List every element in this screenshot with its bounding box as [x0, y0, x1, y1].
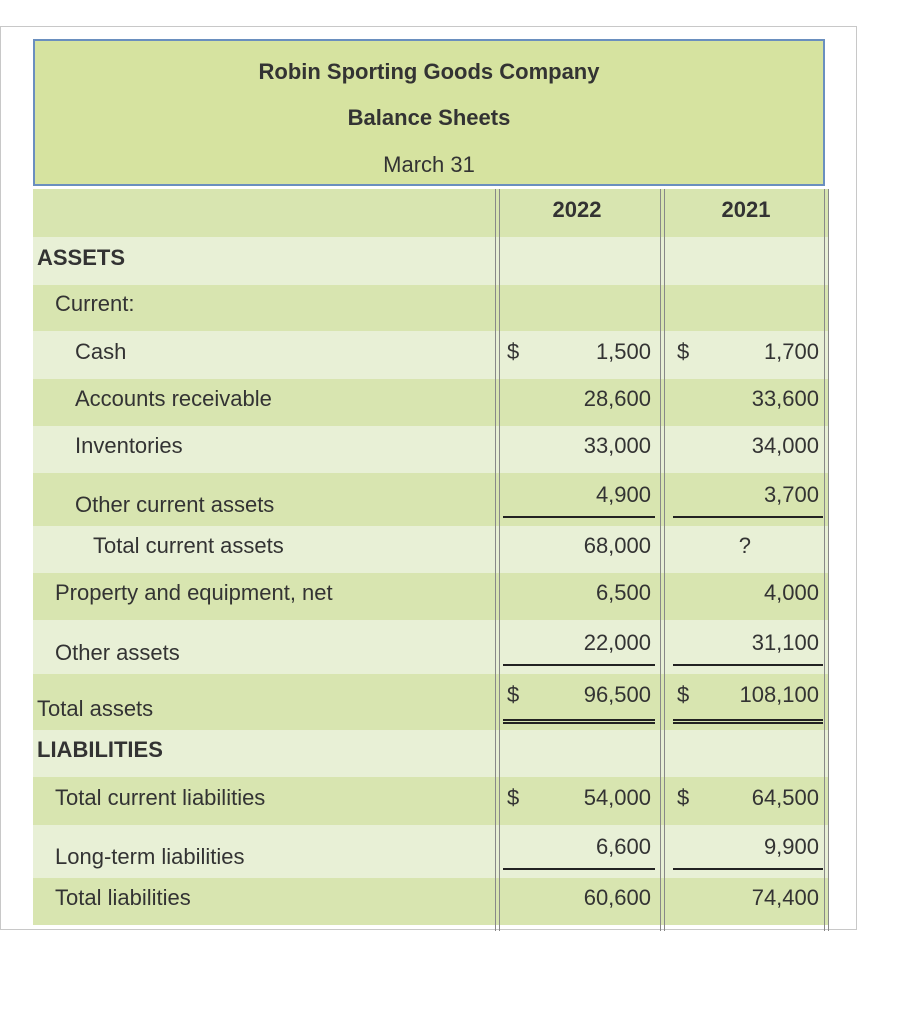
subtotal-rule: [503, 868, 655, 870]
ltl-2021-value: 9,900: [763, 834, 819, 859]
year-col-1: [497, 189, 657, 237]
other-assets-label: Other assets: [55, 640, 180, 665]
oa-2022-cell: [497, 620, 657, 674]
tcl-2021-value: 64,500: [751, 785, 819, 810]
subtotal-rule: [673, 664, 823, 666]
other-assets-row: [33, 620, 829, 674]
currency-symbol: $: [507, 339, 520, 364]
subtotal-rule: [503, 516, 655, 518]
oca-2022-value: 4,900: [595, 482, 651, 507]
inventories-2022-value: 33,000: [583, 433, 651, 458]
ltl-2022-value: 6,600: [595, 834, 651, 859]
statement-title: Balance Sheets: [347, 105, 511, 130]
ar-2021-value: 33,600: [751, 386, 819, 411]
tl-2021-value: 74,400: [751, 885, 819, 910]
statement-date: March 31: [383, 152, 475, 177]
tca-2022-cell: [497, 526, 657, 573]
current-heading-row: [33, 285, 829, 331]
ppe-2021-cell: [667, 573, 825, 620]
liabilities-heading-row: [33, 730, 829, 777]
cash-2021-cell: [667, 331, 825, 379]
ta-2021-cell: [667, 674, 825, 730]
oca-2021-value: 3,700: [763, 482, 819, 507]
total-current-assets-row: [33, 526, 829, 573]
column-separator: [495, 189, 500, 931]
accounts-receivable-row: [33, 379, 829, 426]
year-2022-label: 2022: [552, 197, 602, 222]
subtotal-rule: [503, 664, 655, 666]
currency-symbol: $: [677, 785, 690, 810]
ltl-2021-cell: [667, 825, 825, 878]
accounts-receivable-label: Accounts receivable: [75, 386, 272, 411]
ar-2021-cell: [667, 379, 825, 426]
tca-2022-value: 68,000: [583, 533, 651, 558]
tcl-2022-value: 54,000: [583, 785, 651, 810]
year-col-2: [667, 189, 825, 237]
ppe-2021-value: 4,000: [763, 580, 819, 605]
other-current-assets-row: [33, 473, 829, 526]
oa-2022-value: 22,000: [583, 630, 651, 655]
long-term-liabilities-label: Long-term liabilities: [55, 844, 245, 869]
current-heading: Current:: [55, 291, 135, 316]
total-liabilities-label: Total liabilities: [55, 885, 191, 910]
total-assets-label: Total assets: [37, 696, 154, 721]
inventories-2022-cell: [497, 426, 657, 473]
total-double-rule: [503, 719, 655, 724]
inventories-label: Inventories: [75, 433, 183, 458]
oca-2021-cell: [667, 473, 825, 526]
tcl-2022-cell: [497, 777, 657, 825]
cash-row: [33, 331, 829, 379]
total-liabilities-row: [33, 878, 829, 925]
total-current-assets-label: Total current assets: [93, 533, 284, 558]
year-2021-label: 2021: [721, 197, 771, 222]
tl-2022-value: 60,600: [583, 885, 651, 910]
oa-2021-value: 31,100: [751, 630, 819, 655]
column-separator: [660, 189, 665, 931]
assets-heading-row: [33, 237, 829, 285]
tca-2021-value: ?: [738, 533, 751, 558]
currency-symbol: $: [677, 682, 690, 707]
balance-sheet-table: [33, 189, 829, 925]
subtotal-rule: [673, 516, 823, 518]
currency-symbol: $: [507, 682, 520, 707]
statement-header: [33, 39, 825, 186]
cash-2022-value: 1,500: [595, 339, 651, 364]
liabilities-heading: LIABILITIES: [37, 737, 163, 762]
total-assets-row: [33, 674, 829, 730]
cash-2021-value: 1,700: [763, 339, 819, 364]
total-current-liabilities-row: [33, 777, 829, 825]
column-separator: [824, 189, 829, 931]
subtotal-rule: [673, 868, 823, 870]
ta-2021-value: 108,100: [739, 682, 819, 707]
long-term-liabilities-row: [33, 825, 829, 878]
ltl-2022-cell: [497, 825, 657, 878]
property-equipment-row: [33, 573, 829, 620]
ar-2022-value: 28,600: [583, 386, 651, 411]
tl-2022-cell: [497, 878, 657, 925]
oca-2022-cell: [497, 473, 657, 526]
ta-2022-value: 96,500: [583, 682, 651, 707]
tca-2021-cell: [667, 526, 825, 573]
currency-symbol: $: [507, 785, 520, 810]
inventories-2021-value: 34,000: [751, 433, 819, 458]
oa-2021-cell: [667, 620, 825, 674]
tl-2021-cell: [667, 878, 825, 925]
currency-symbol: $: [677, 339, 690, 364]
assets-heading: ASSETS: [37, 245, 126, 270]
cash-label: Cash: [75, 339, 127, 364]
total-double-rule: [673, 719, 823, 724]
property-equipment-label: Property and equipment, net: [55, 580, 333, 605]
inventories-row: [33, 426, 829, 473]
ppe-2022-cell: [497, 573, 657, 620]
inventories-2021-cell: [667, 426, 825, 473]
other-current-assets-label: Other current assets: [75, 492, 275, 517]
ta-2022-cell: [497, 674, 657, 730]
total-current-liabilities-label: Total current liabilities: [55, 785, 266, 810]
cash-2022-cell: [497, 331, 657, 379]
year-header-row: [33, 189, 829, 237]
ppe-2022-value: 6,500: [595, 580, 651, 605]
ar-2022-cell: [497, 379, 657, 426]
tcl-2021-cell: [667, 777, 825, 825]
company-name: Robin Sporting Goods Company: [258, 59, 600, 84]
